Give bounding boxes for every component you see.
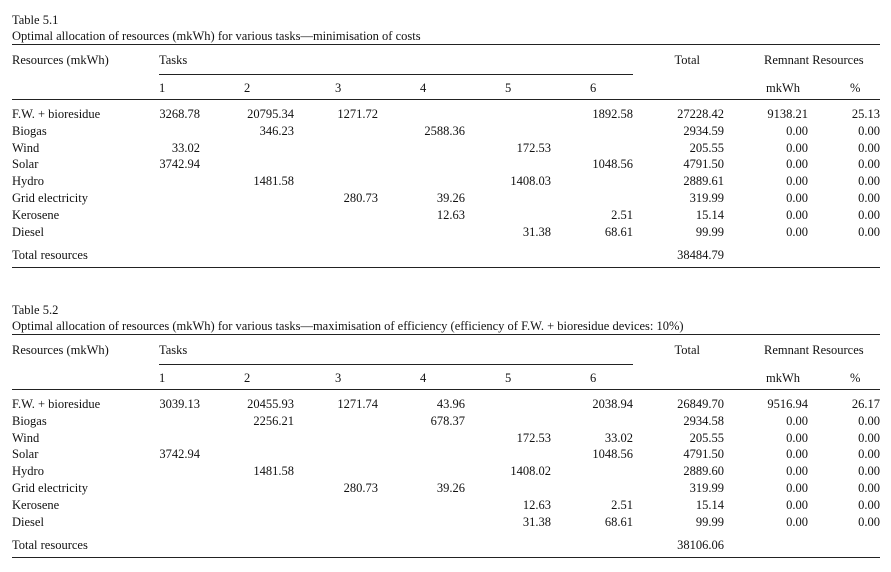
remnant-mkwh: 0.00 <box>786 447 808 462</box>
task-value: 3742.94 <box>159 447 200 462</box>
total-resources-value: 38106.06 <box>677 538 724 552</box>
remnant-pct: 0.00 <box>858 123 880 138</box>
task-value: 280.73 <box>343 481 378 495</box>
resource-label: Diesel <box>12 514 44 529</box>
table-row <box>12 123 880 139</box>
table-row <box>12 446 880 462</box>
task-value: 12.63 <box>522 497 551 512</box>
remnant-pct: 0.00 <box>858 464 880 479</box>
header-row <box>12 342 880 358</box>
task-number-header: 5 <box>505 371 512 385</box>
resource-label: Grid electricity <box>12 191 89 205</box>
task-number-header: 1 <box>159 81 166 95</box>
task-number-header: 3 <box>335 81 342 95</box>
task-value: 1481.58 <box>253 174 294 189</box>
task-value: 33.02 <box>604 430 633 445</box>
bottom-rule <box>12 557 880 558</box>
task-value: 172.53 <box>516 140 551 155</box>
resource-label: Hydro <box>12 464 44 479</box>
remnant-pct: 25.13 <box>851 107 880 121</box>
task-value: 346.23 <box>259 123 294 138</box>
task-number-header: 5 <box>505 81 512 95</box>
table-row <box>12 173 880 189</box>
resource-label: Kerosene <box>12 497 60 512</box>
task-value: 280.73 <box>343 191 378 205</box>
remnant-mkwh: 0.00 <box>786 123 808 138</box>
resource-label: Solar <box>12 157 39 172</box>
task-value: 2.51 <box>611 497 633 512</box>
remnant-pct: 26.17 <box>851 397 880 411</box>
task-value: 39.26 <box>436 481 465 495</box>
row-total: 319.99 <box>689 191 724 205</box>
remnant-pct: 0.00 <box>858 174 880 189</box>
remnant-pct: 0.00 <box>858 191 880 205</box>
header-rule <box>12 389 880 390</box>
remnant-pct-header: % <box>850 81 861 95</box>
remnant-mkwh-header: mkWh <box>766 81 801 95</box>
task-value: 172.53 <box>516 430 551 445</box>
total-resources-label: Total resources <box>12 538 88 552</box>
table-row <box>12 140 880 156</box>
task-value: 2588.36 <box>424 123 465 138</box>
task-value: 2038.94 <box>592 397 633 411</box>
task-value: 39.26 <box>436 191 465 205</box>
task-number-header: 4 <box>420 371 427 385</box>
subheader-row <box>12 80 880 96</box>
remnant-mkwh: 0.00 <box>786 464 808 479</box>
task-value: 3742.94 <box>159 157 200 172</box>
remnant-pct: 0.00 <box>858 207 880 222</box>
task-value: 3268.78 <box>159 107 200 121</box>
total-resources-value: 38484.79 <box>677 248 724 262</box>
table-row <box>12 430 880 446</box>
row-total: 4791.50 <box>683 157 724 172</box>
row-total: 2934.58 <box>683 413 724 428</box>
top-rule <box>12 334 880 335</box>
task-number-header: 3 <box>335 371 342 385</box>
task-number-header: 6 <box>590 371 597 385</box>
task-value: 678.37 <box>430 413 465 428</box>
header-row <box>12 52 880 68</box>
table-row <box>12 190 880 206</box>
resource-label: Wind <box>12 140 40 155</box>
remnant-pct: 0.00 <box>858 447 880 462</box>
remnant-pct-header: % <box>850 371 861 385</box>
table-row <box>12 396 880 412</box>
resources-header: Resources (mkWh) <box>12 53 109 67</box>
resource-label: Grid electricity <box>12 481 89 495</box>
row-total: 205.55 <box>689 430 724 445</box>
table-row <box>12 463 880 479</box>
row-total: 4791.50 <box>683 447 724 462</box>
remnant-pct: 0.00 <box>858 514 880 529</box>
task-number-header: 2 <box>244 371 251 385</box>
remnant-mkwh: 9138.21 <box>767 107 808 121</box>
total-row <box>12 537 880 553</box>
table-number: Table 5.1 <box>12 13 59 27</box>
remnant-mkwh: 0.00 <box>786 224 808 239</box>
task-value: 43.96 <box>436 397 465 411</box>
remnant-mkwh: 0.00 <box>786 413 808 428</box>
table-caption: Optimal allocation of resources (mkWh) for various tasks—maximisation of efficiency (efficiency of F.W. + bioresidue devices: 10%) <box>12 319 684 333</box>
remnant-mkwh: 0.00 <box>786 140 808 155</box>
remnant-header: Remnant Resources <box>764 53 864 67</box>
remnant-pct: 0.00 <box>858 413 880 428</box>
row-total: 319.99 <box>689 481 724 495</box>
remnant-mkwh: 0.00 <box>786 430 808 445</box>
total-row <box>12 247 880 263</box>
task-number-header: 2 <box>244 81 251 95</box>
table-5-2 <box>12 302 880 552</box>
remnant-mkwh: 0.00 <box>786 481 808 495</box>
task-value: 12.63 <box>436 207 465 222</box>
remnant-mkwh: 9516.94 <box>767 397 808 411</box>
resource-label: F.W. + bioresidue <box>12 397 101 411</box>
row-total: 27228.42 <box>677 107 724 121</box>
task-number-header: 6 <box>590 81 597 95</box>
remnant-pct: 0.00 <box>858 497 880 512</box>
total-header: Total <box>674 53 700 67</box>
task-value: 1048.56 <box>592 447 633 462</box>
task-value: 20795.34 <box>247 107 294 121</box>
resource-label: Kerosene <box>12 207 60 222</box>
remnant-pct: 0.00 <box>858 140 880 155</box>
resource-label: Hydro <box>12 174 44 189</box>
row-total: 99.99 <box>695 224 724 239</box>
table-row <box>12 497 880 513</box>
table-row <box>12 156 880 172</box>
task-number-header: 1 <box>159 371 166 385</box>
task-value: 1408.03 <box>510 174 551 189</box>
top-rule <box>12 44 880 45</box>
tasks-subrule <box>159 74 633 75</box>
row-total: 2889.60 <box>683 464 724 479</box>
table-row <box>12 224 880 240</box>
table-row <box>12 106 880 122</box>
resource-label: Biogas <box>12 413 47 428</box>
remnant-header: Remnant Resources <box>764 343 864 357</box>
row-total: 15.14 <box>695 497 724 512</box>
row-total: 2889.61 <box>683 174 724 189</box>
remnant-pct: 0.00 <box>858 430 880 445</box>
remnant-mkwh: 0.00 <box>786 191 808 205</box>
resource-label: Diesel <box>12 224 44 239</box>
row-total: 205.55 <box>689 140 724 155</box>
task-value: 2.51 <box>611 207 633 222</box>
task-value: 1408.02 <box>510 464 551 479</box>
task-value: 1271.72 <box>337 107 378 121</box>
table-row <box>12 480 880 496</box>
subheader-row <box>12 370 880 386</box>
table-number: Table 5.2 <box>12 303 59 317</box>
remnant-mkwh-header: mkWh <box>766 371 801 385</box>
remnant-mkwh: 0.00 <box>786 157 808 172</box>
table-row <box>12 207 880 223</box>
task-value: 1271.74 <box>337 397 378 411</box>
task-value: 3039.13 <box>159 397 200 411</box>
remnant-mkwh: 0.00 <box>786 497 808 512</box>
task-value: 1048.56 <box>592 157 633 172</box>
task-value: 31.38 <box>522 514 551 529</box>
table-caption: Optimal allocation of resources (mkWh) for various tasks—minimisation of costs <box>12 29 421 43</box>
bottom-rule <box>12 267 880 268</box>
task-value: 20455.93 <box>247 397 294 411</box>
remnant-pct: 0.00 <box>858 481 880 495</box>
task-value: 68.61 <box>604 224 633 239</box>
task-value: 2256.21 <box>253 413 294 428</box>
resource-label: Wind <box>12 430 40 445</box>
remnant-mkwh: 0.00 <box>786 174 808 189</box>
table-row <box>12 413 880 429</box>
resources-header: Resources (mkWh) <box>12 343 109 357</box>
row-total: 99.99 <box>695 514 724 529</box>
tasks-subrule <box>159 364 633 365</box>
remnant-pct: 0.00 <box>858 157 880 172</box>
table-5-1 <box>12 12 880 262</box>
remnant-mkwh: 0.00 <box>786 514 808 529</box>
total-header: Total <box>674 343 700 357</box>
remnant-mkwh: 0.00 <box>786 207 808 222</box>
table-row <box>12 514 880 530</box>
task-value: 68.61 <box>604 514 633 529</box>
row-total: 15.14 <box>695 207 724 222</box>
row-total: 2934.59 <box>683 123 724 138</box>
task-value: 1892.58 <box>592 107 633 121</box>
task-value: 33.02 <box>171 140 200 155</box>
header-rule <box>12 99 880 100</box>
tasks-header: Tasks <box>159 343 188 357</box>
total-resources-label: Total resources <box>12 248 88 262</box>
task-value: 31.38 <box>522 224 551 239</box>
resource-label: F.W. + bioresidue <box>12 107 101 121</box>
resource-label: Biogas <box>12 123 47 138</box>
resource-label: Solar <box>12 447 39 462</box>
task-number-header: 4 <box>420 81 427 95</box>
remnant-pct: 0.00 <box>858 224 880 239</box>
row-total: 26849.70 <box>677 397 724 411</box>
task-value: 1481.58 <box>253 464 294 479</box>
tasks-header: Tasks <box>159 53 188 67</box>
